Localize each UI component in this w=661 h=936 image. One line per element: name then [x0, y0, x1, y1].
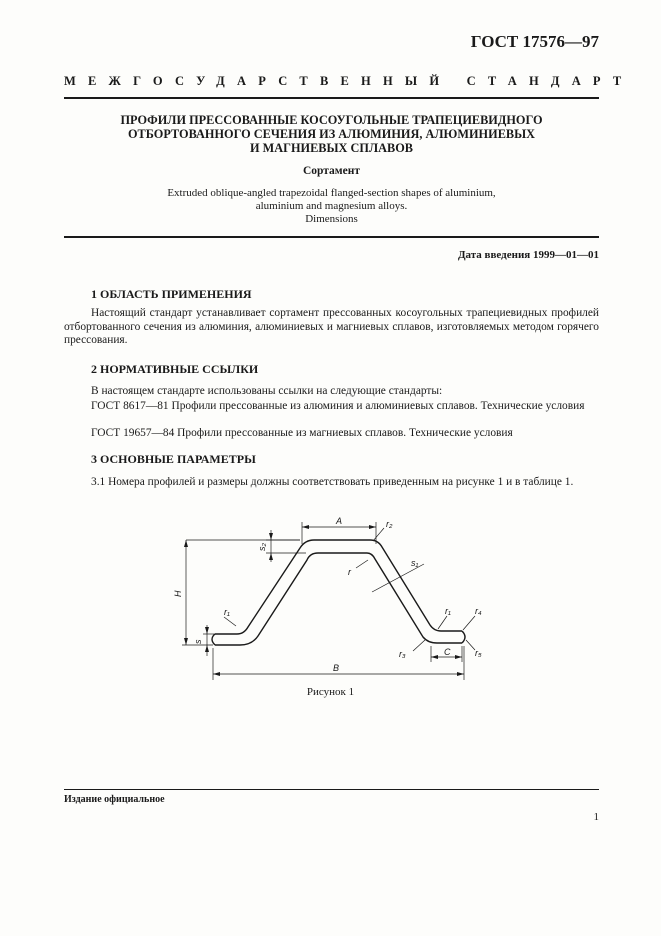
title-line-2: ОТБОРТОВАННОГО СЕЧЕНИЯ ИЗ АЛЮМИНИЯ, АЛЮМИНИЕВЫХ [127, 127, 536, 141]
r4-leader [463, 616, 475, 630]
label-r1-right: r₁ [445, 606, 451, 616]
english-title-line-3: Dimensions [305, 213, 358, 225]
page-number: 1 [593, 811, 599, 823]
label-h: H [173, 590, 183, 597]
label-r: r [348, 567, 351, 577]
r1-right-leader [438, 616, 447, 629]
label-c: C [444, 647, 451, 657]
profile-outer-contour [215, 540, 462, 634]
introduction-date: Дата введения 1999—01—01 [457, 249, 599, 261]
profile-inner-contour [215, 553, 462, 645]
r-leader [356, 560, 368, 568]
section-3-heading: 3 ОСНОВНЫЕ ПАРАМЕТРЫ [91, 452, 256, 466]
r1-left-leader [224, 617, 236, 626]
label-r4: r₄ [475, 606, 482, 616]
r3-leader [413, 640, 425, 651]
label-r1-left: r₁ [224, 607, 230, 617]
reference-gost-19657: ГОСТ 19657—84 Профили прессованные из магниевых сплавов. Технические условия [91, 427, 513, 439]
section-3-body: 3.1 Номера профилей и размеры должны соответствовать приведенным на рисунке 1 и в таблице 1. [91, 476, 574, 488]
left-flange-end [212, 634, 215, 645]
english-title-line-1: Extruded oblique-angled trapezoidal flanged-section shapes of aluminium, [167, 187, 496, 199]
english-title-line-2: aluminium and magnesium alloys. [255, 200, 408, 212]
r2-leader [373, 528, 384, 541]
r5-leader [466, 640, 475, 650]
figure-caption: Рисунок 1 [306, 686, 355, 698]
reference-gost-8617-text: ГОСТ 8617—81 Профили прессованные из алюминия и алюминиевых сплавов. Технические условия [91, 400, 585, 412]
footer-rule [64, 789, 599, 790]
s1-dimension-line [372, 564, 424, 592]
label-a: A [336, 516, 343, 526]
label-r5: r₅ [475, 648, 482, 658]
label-s2: s₂ [257, 543, 267, 551]
label-s1: s₁ [411, 558, 419, 568]
section-1-heading: 1 ОБЛАСТЬ ПРИМЕНЕНИЯ [91, 287, 252, 301]
section-2-intro: В настоящем стандарте использованы ссылки на следующие стандарты: [91, 385, 443, 397]
document-subtitle: Сортамент [302, 165, 361, 177]
gost-number: ГОСТ 17576—97 [470, 32, 599, 51]
label-r2: r₂ [386, 519, 393, 529]
right-flange-end [462, 631, 465, 643]
label-b: B [333, 663, 340, 673]
label-r3: r₃ [399, 649, 406, 659]
title-line-3: И МАГНИЕВЫХ СПЛАВОВ [250, 141, 413, 155]
section-2-heading: 2 НОРМАТИВНЫЕ ССЫЛКИ [91, 362, 259, 376]
interstate-standard-banner: МЕЖГОСУДАРСТВЕННЫЙ СТАНДАРТ [64, 74, 634, 88]
section-1-body: Настоящий стандарт устанавливает сортамент прессованных косоугольных трапециевидных профилей отбортованного сечения из алюминия, алюминиевых и магниевых сплавов, изготовляемых методом горячего прессования. [64, 307, 599, 346]
official-edition-label: Издание официальное [64, 794, 165, 805]
title-line-1: ПРОФИЛИ ПРЕССОВАННЫЕ КОСОУГОЛЬНЫЕ ТРАПЕЦИЕВИДНОГО [120, 113, 543, 127]
label-s: s [193, 639, 203, 644]
